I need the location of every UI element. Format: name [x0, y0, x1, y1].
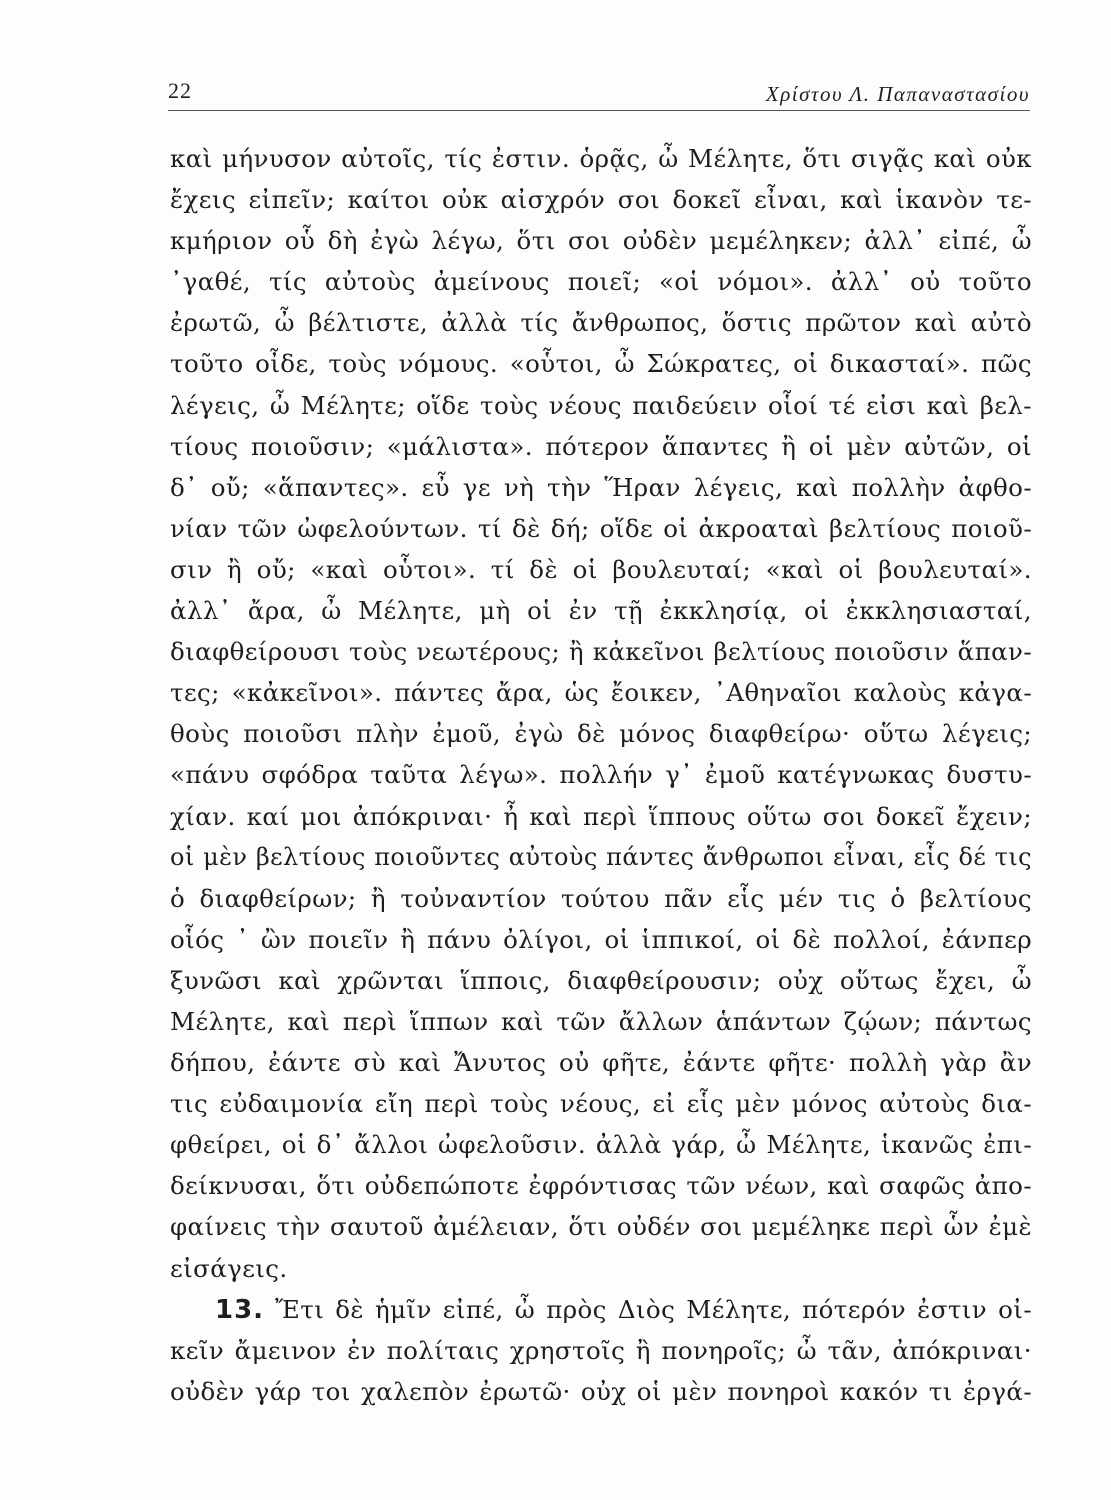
text-line: δ᾿ οὔ; «ἅπαντες». εὖ γε νὴ τὴν Ἥραν λέγεις, καὶ πολλὴν ἀφθο- [170, 472, 1032, 502]
text-line: εἰσάγεις. [170, 1253, 288, 1283]
text-line: ξυνῶσι καὶ χρῶνται ἵπποις, διαφθείρουσιν; οὐχ οὕτως ἔχει, ὦ [170, 965, 1032, 995]
text-line: ἐρωτῶ, ὦ βέλτιστε, ἀλλὰ τίς ἄνθρωπος, ὅστις πρῶτον καὶ αὐτὸ [170, 308, 1032, 338]
text-line: οἷός ᾿ ὢν ποιεῖν ἢ πάνυ ὀλίγοι, οἱ ἱππικοί, οἱ δὲ πολλοί, ἐάνπερ [170, 924, 1032, 954]
section-first-line [170, 1289, 1032, 1330]
text-line: τοῦτο οἶδε, τοὺς νόμους. «οὗτοι, ὦ Σώκρατες, οἱ δικασταί». πῶς [170, 349, 1032, 379]
text-line: οὐδὲν γάρ τοι χαλεπὸν ἐρωτῶ· οὐχ οἱ μὲν πονηροὶ κακόν τι ἐργά- [170, 1376, 1032, 1406]
text-line: φθείρει, οἱ δ᾿ ἄλλοι ὠφελοῦσιν. ἀλλὰ γάρ, ὦ Μέλητε, ἱκανῶς ἐπι- [170, 1130, 1032, 1160]
text-line: καὶ μήνυσον αὐτοῖς, τίς ἐστιν. ὁρᾷς, ὦ Μέλητε, ὅτι σιγᾷς καὶ οὐκ [170, 144, 1032, 173]
text-line: φαίνεις τὴν σαυτοῦ ἀμέλειαν, ὅτι οὐδέν σοι μεμέληκε περὶ ὧν ἐμὲ [170, 1212, 1032, 1242]
text-line: δείκνυσαι, ὅτι οὐδεπώποτε ἐφρόντισας τῶν νέων, καὶ σαφῶς ἀπο- [170, 1171, 1032, 1201]
text-line: κεῖν ἄμεινον ἐν πολίταις χρηστοῖς ἢ πονηροῖς; ὦ τᾶν, ἀπόκριναι· [170, 1335, 1032, 1365]
text-line: σιν ἢ οὔ; «καὶ οὗτοι». τί δὲ οἱ βουλευταί; «καὶ οἱ βουλευταί». [170, 554, 1032, 584]
text-line: χίαν. καί μοι ἀπόκριναι· ἦ καὶ περὶ ἵππους οὕτω σοι δοκεῖ ἔχειν; [170, 801, 1032, 831]
running-head-title: Χρίστου Λ. Παπαναστασίου [765, 82, 1030, 106]
text-line: τίους ποιοῦσιν; «μάλιστα». πότερον ἅπαντες ἢ οἱ μὲν αὐτῶν, οἱ [170, 431, 1032, 461]
section-number: 13. [215, 1294, 265, 1325]
text-line: τις εὐδαιμονία εἴη περὶ τοὺς νέους, εἰ εἷς μὲν μόνος αὐτοὺς δια- [170, 1089, 1032, 1119]
section-line-text: Ἔτι δὲ ἡμῖν εἰπέ, ὦ πρὸς Διὸς Μέλητε, πότερόν ἐστιν οἰ- [275, 1294, 1032, 1324]
text-line: ᾿γαθέ, τίς αὐτοὺς ἀμείνους ποιεῖ; «οἱ νόμοι». ἀλλ᾿ οὐ τοῦτο [170, 267, 1032, 297]
text-line: ὁ διαφθείρων; ἢ τοὐναντίον τούτου πᾶν εἷς μέν τις ὁ βελτίους [170, 883, 1032, 913]
page-number: 22 [168, 78, 192, 103]
text-line: ἔχεις εἰπεῖν; καίτοι οὐκ αἰσχρόν σοι δοκεῖ εἶναι, καὶ ἱκανὸν τε- [170, 185, 1032, 215]
text-line: θοὺς ποιοῦσι πλὴν ἐμοῦ, ἐγὼ δὲ μόνος διαφθείρω· οὕτω λέγεις; [170, 719, 1032, 749]
text-line: διαφθείρουσι τοὺς νεωτέρους; ἢ κἀκεῖνοι βελτίους ποιοῦσιν ἅπαν- [170, 637, 1032, 667]
text-line: ἀλλ᾿ ἄρα, ὦ Μέλητε, μὴ οἱ ἐν τῇ ἐκκλησίᾳ, οἱ ἐκκλησιασταί, [170, 596, 1032, 626]
text-line: Μέλητε, καὶ περὶ ἵππων καὶ τῶν ἄλλων ἁπάντων ζῴων; πάντως [170, 1006, 1032, 1036]
text-line: δήπου, ἐάντε σὺ καὶ Ἄνυτος οὐ φῆτε, ἐάντε φῆτε· πολλὴ γὰρ ἂν [170, 1048, 1032, 1078]
text-line: κμήριον οὗ δὴ ἐγὼ λέγω, ὅτι σοι οὐδὲν μεμέληκεν; ἀλλ᾿ εἰπέ, ὦ [170, 226, 1032, 256]
text-line: «πάνυ σφόδρα ταῦτα λέγω». πολλήν γ᾿ ἐμοῦ κατέγνωκας δυστυ- [170, 760, 1032, 790]
text-line: νίαν τῶν ὠφελούντων. τί δὲ δή; οἵδε οἱ ἀκροαταὶ βελτίους ποιοῦ- [170, 513, 1032, 543]
text-line: οἱ μὲν βελτίους ποιοῦντες αὐτοὺς πάντες ἄνθρωποι εἶναι, εἷς δέ τις [170, 842, 1032, 871]
text-line: λέγεις, ὦ Μέλητε; οἵδε τοὺς νέους παιδεύειν οἷοί τέ εἰσι καὶ βελ- [170, 390, 1032, 420]
body-text [170, 138, 1032, 1412]
text-line: τες; «κἀκεῖνοι». πάντες ἄρα, ὡς ἔοικεν, ᾿Αθηναῖοι καλοὺς κἀγα- [170, 678, 1032, 708]
running-head [168, 76, 1030, 111]
